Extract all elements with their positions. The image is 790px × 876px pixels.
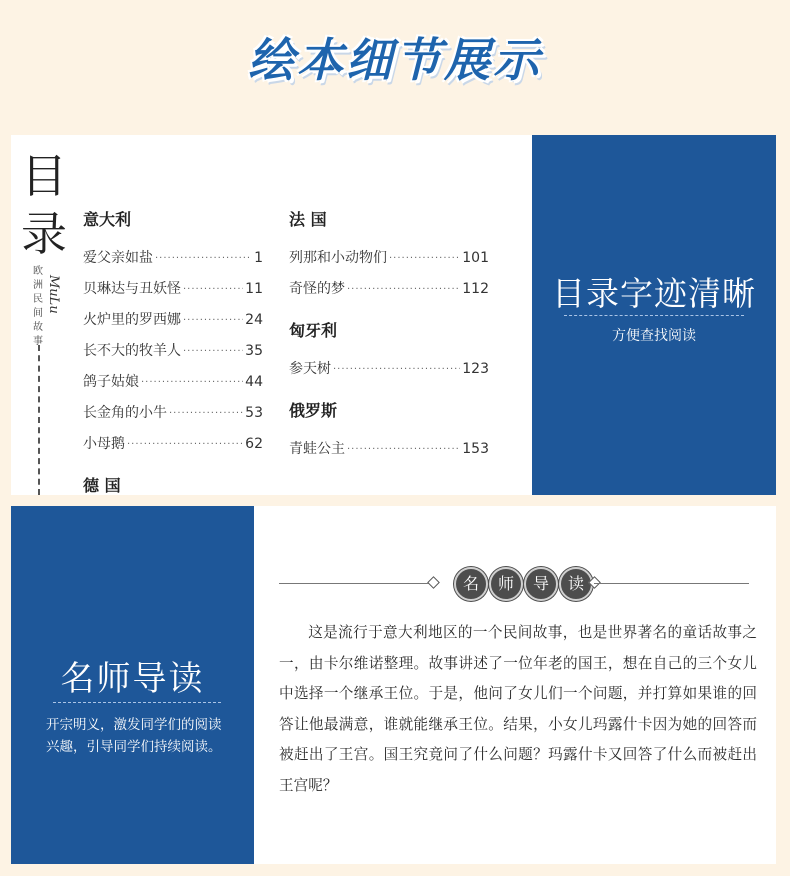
toc-entry-title: 青蛙公主 <box>289 441 345 457</box>
toc-entry-page: 1 <box>254 250 263 266</box>
toc-entry-page: 101 <box>462 250 489 266</box>
toc-entry[interactable] <box>83 398 263 429</box>
toc-entry-title: 列那和小动物们 <box>289 250 387 266</box>
toc-entry[interactable] <box>289 354 489 385</box>
toc-entry[interactable] <box>83 336 263 367</box>
guide-badge <box>454 567 593 601</box>
toc-section-title: 俄罗斯 <box>289 401 338 420</box>
toc-section-title: 匈牙利 <box>289 321 338 340</box>
toc-feature-box <box>532 135 776 495</box>
toc-entry-page: 35 <box>245 343 263 359</box>
diamond-ornament <box>427 576 440 589</box>
badge-char: 读 <box>559 567 593 601</box>
dashed-divider <box>564 315 744 316</box>
badge-char: 名 <box>454 567 488 601</box>
toc-panel <box>11 135 776 495</box>
badge-char: 师 <box>489 567 523 601</box>
toc-column-mid <box>289 207 489 465</box>
toc-big-char-2: 录 <box>21 207 67 261</box>
toc-entry-page: 53 <box>245 405 263 421</box>
heading-rule-right <box>594 583 749 584</box>
toc-entry-title: 小母鹅 <box>83 436 125 452</box>
toc-entry[interactable] <box>289 434 489 465</box>
toc-entry-page: 24 <box>245 312 263 328</box>
toc-big-char-1: 目 <box>21 149 67 203</box>
toc-entry[interactable] <box>83 367 263 398</box>
toc-entry-title: 鸽子姑娘 <box>83 374 139 390</box>
leader-dots <box>389 243 460 274</box>
toc-feature-title: 目录字迹清晰 <box>552 274 756 313</box>
leader-dots <box>347 274 460 305</box>
leader-dots <box>183 274 243 305</box>
guide-heading <box>279 567 749 601</box>
guide-feature-description: 开宗明义，激发同学们的阅读兴趣，引导同学们持续阅读。 <box>46 717 222 755</box>
page-title: 绘本细节展示 <box>248 33 542 87</box>
guide-panel <box>11 506 776 864</box>
toc-entry-title: 火炉里的罗西娜 <box>83 312 181 328</box>
toc-entry-title: 长不大的牧羊人 <box>83 343 181 359</box>
guide-feature-title: 名师导读 <box>60 659 205 699</box>
guide-paragraph: 这是流行于意大利地区的一个民间故事，也是世界著名的童话故事之一，由卡尔维诺整理。故事讲述了一位年老的国王，想在自己的三个女儿中选择一个继承王位。于是，他问了女儿们一个问题，并打算如果谁的回答让他最满意，谁就能继承王位。结果，小女儿玛露什卡因为她的回答而被赶出了王宫。国王究竟问了什么问题？玛露什卡又回答了什么而被赶出王宫呢？ <box>279 624 757 794</box>
toc-script-word: MuLu <box>46 275 61 314</box>
dashed-divider <box>53 702 221 703</box>
toc-feature-subtitle: 方便查找阅读 <box>612 328 696 344</box>
leader-dots <box>347 434 460 465</box>
toc-entry-title: 爱父亲如盐 <box>83 250 153 266</box>
toc-entry[interactable] <box>83 274 263 305</box>
leader-dots <box>169 398 243 429</box>
toc-entry-page: 62 <box>245 436 263 452</box>
toc-entry[interactable] <box>83 243 263 274</box>
toc-entry-page: 11 <box>245 281 263 297</box>
toc-entry-page: 123 <box>462 361 489 377</box>
leader-dots <box>141 367 243 398</box>
guide-body <box>279 618 757 801</box>
toc-entry[interactable] <box>83 305 263 336</box>
toc-entry-title: 参天树 <box>289 361 331 377</box>
leader-dots <box>183 336 243 367</box>
toc-entry-page: 153 <box>462 441 489 457</box>
toc-divider <box>38 345 40 495</box>
toc-entry-page: 44 <box>245 374 263 390</box>
guide-feature-box <box>11 506 254 864</box>
toc-column-left <box>83 207 263 495</box>
toc-section-title: 法 国 <box>289 210 327 229</box>
leader-dots <box>155 243 252 274</box>
leader-dots <box>127 429 243 460</box>
toc-entry-title: 长金角的小牛 <box>83 405 167 421</box>
toc-entry[interactable] <box>83 429 263 460</box>
toc-section-title-partial: 德 国 <box>83 476 121 495</box>
heading-rule-left <box>279 583 434 584</box>
badge-char: 导 <box>524 567 558 601</box>
toc-entry-title: 贝琳达与丑妖怪 <box>83 281 181 297</box>
toc-entry-page: 112 <box>462 281 489 297</box>
toc-entry[interactable] <box>289 274 489 305</box>
toc-section-title: 意大利 <box>83 210 132 229</box>
leader-dots <box>333 354 460 385</box>
toc-entry[interactable] <box>289 243 489 274</box>
toc-entry-title: 奇怪的梦 <box>289 281 345 297</box>
toc-vertical-subtitle: 欧洲民间故事 <box>33 266 43 347</box>
leader-dots <box>183 305 243 336</box>
